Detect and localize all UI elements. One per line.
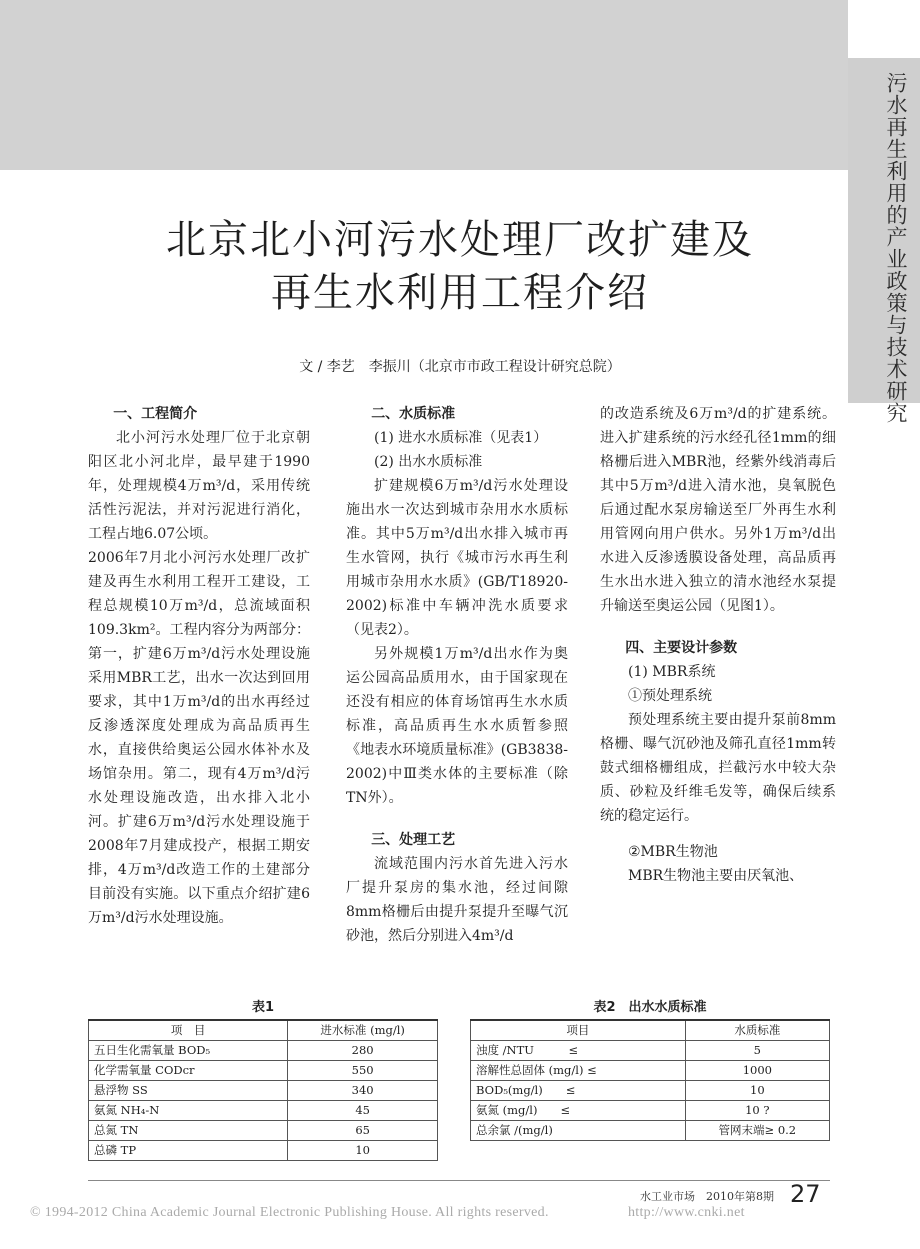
- subheading: ①预处理系统: [628, 688, 712, 704]
- column-2: [346, 402, 568, 948]
- column-3: [600, 402, 836, 888]
- header-band: [0, 0, 848, 170]
- table-row: 悬浮物 SS 340: [89, 1080, 438, 1100]
- table-row: 氨氮 (mg/l) ≤ 10 ?: [471, 1100, 830, 1120]
- table-2-title: 表2 出水水质标准: [593, 1000, 707, 1015]
- paragraph: 的改造系统及6万m³/d的扩建系统。进入扩建系统的污水经孔径1mm的细格栅后进入MBR池，经紫外线消毒后其中5万m³/d进入清水池，臭氧脱色后通过配水泵房输送至厂外再生水利用管网向用户供水。另外1万m³/d出水进入反渗透膜设备处理，高品质再生水出水进入独立的清水池经水泵提升输送至奥运公园（见图1）。: [600, 406, 836, 614]
- page-number: 27: [790, 1180, 821, 1208]
- table-header: 进水标准 (mg/l): [288, 1020, 438, 1040]
- title-line-1: 北京北小河污水处理厂改扩建及: [166, 217, 754, 263]
- paragraph: 另外规模1万m³/d出水作为奥运公园高品质用水，由于国家现在还没有相应的体育场馆再生水水质标准，高品质再生水水质暂参照《地表水环境质量标准》(GB3838-2002)中Ⅲ类水体的主要标准（除TN外）。: [346, 646, 568, 806]
- table-row: 五日生化需氧量 BOD₅ 280: [89, 1040, 438, 1060]
- table-2: [470, 1019, 830, 1141]
- subheading: (2) 出水水质标准: [374, 454, 483, 470]
- article-title: [0, 214, 920, 320]
- paragraph: 北小河污水处理厂位于北京朝阳区北小河北岸，最早建于1990年，处理规模4万m³/d，采用传统活性污泥法，并对污泥进行消化，工程占地6.07公顷。: [88, 430, 310, 542]
- table-row: 溶解性总固体 (mg/l) ≤ 1000: [471, 1060, 830, 1080]
- subheading: (1) 进水水质标准（见表1）: [374, 430, 548, 446]
- title-line-2: 再生水利用工程介绍: [271, 270, 649, 316]
- section-heading: 三、处理工艺: [371, 832, 456, 848]
- section-heading: 一、工程简介: [113, 406, 198, 422]
- footer-rule: [88, 1180, 830, 1181]
- paragraph: 扩建规模6万m³/d污水处理设施出水一次达到城市杂用水水质标准。其中5万m³/d出水排入城市再生水管网，执行《城市污水再生利用城市杂用水水质》(GB/T18920-2002)标准中车辆冲洗水质要求（见表2）。: [346, 478, 568, 638]
- table-header: 项 目: [89, 1020, 288, 1040]
- table-row: 总余氯 /(mg/l) 管网末端≥ 0.2: [471, 1120, 830, 1140]
- table-header: 项目: [471, 1020, 686, 1040]
- table-1-title: 表1: [251, 1000, 275, 1015]
- table-row: 化学需氧量 CODcr 550: [89, 1060, 438, 1080]
- table-header: 水质标准: [685, 1020, 829, 1040]
- byline: 文 / 李艺 李振川（北京市市政工程设计研究总院）: [299, 359, 621, 375]
- subheading: ②MBR生物池: [628, 844, 718, 860]
- table-1: [88, 1019, 438, 1161]
- table-row: 总磷 TP 10: [89, 1140, 438, 1160]
- table-row: 氨氮 NH₄-N 45: [89, 1100, 438, 1120]
- paragraph: 预处理系统主要由提升泵前8mm格栅、曝气沉砂池及筛孔直径1mm转鼓式细格栅组成，拦截污水中较大杂质、砂粒及纤维毛发等，确保后续系统的稳定运行。: [600, 712, 836, 824]
- section-heading: 二、水质标准: [371, 406, 456, 422]
- site-watermark: http://www.cnki.net: [628, 1205, 745, 1220]
- subheading: (1) MBR系统: [628, 664, 716, 680]
- table-row: BOD₅(mg/l) ≤ 10: [471, 1080, 830, 1100]
- magazine-issue: 水工业市场 2010年第8期: [640, 1190, 774, 1203]
- table-row: 总氮 TN 65: [89, 1120, 438, 1140]
- section-label: 污水再生利用的产业政策与技术研究: [884, 72, 908, 424]
- paragraph: 2006年7月北小河污水处理厂改扩建及再生水利用工程开工建设，工程总规模10万m³/d，总流域面积109.3km²。工程内容分为两部分：第一，扩建6万m³/d污水处理设施采用MBR工艺，出水一次达到回用要求，其中1万m³/d的出水再经过反渗透深度处理成为高品质再生水，直接供给奥运公园水体补水及场馆杂用。第二，现有4万m³/d污水处理设施改造，出水排入北小河。扩建6万m³/d污水处理设施于2008年7月建成投产，根据工期安排，4万m³/d改造工作的土建部分目前没有实施。以下重点介绍扩建6万m³/d污水处理设施。: [88, 550, 310, 926]
- section-heading: 四、主要设计参数: [625, 640, 738, 656]
- column-1: [88, 402, 310, 930]
- paragraph: MBR生物池主要由厌氧池、: [628, 868, 804, 884]
- copyright-watermark: © 1994-2012 China Academic Journal Electronic Publishing House. All rights reserved.: [30, 1205, 549, 1220]
- table-row: 浊度 /NTU ≤ 5: [471, 1040, 830, 1060]
- paragraph: 流域范围内污水首先进入污水厂提升泵房的集水池，经过间隙8mm格栅后由提升泵提升至曝气沉砂池，然后分别进入4m³/d: [346, 856, 568, 944]
